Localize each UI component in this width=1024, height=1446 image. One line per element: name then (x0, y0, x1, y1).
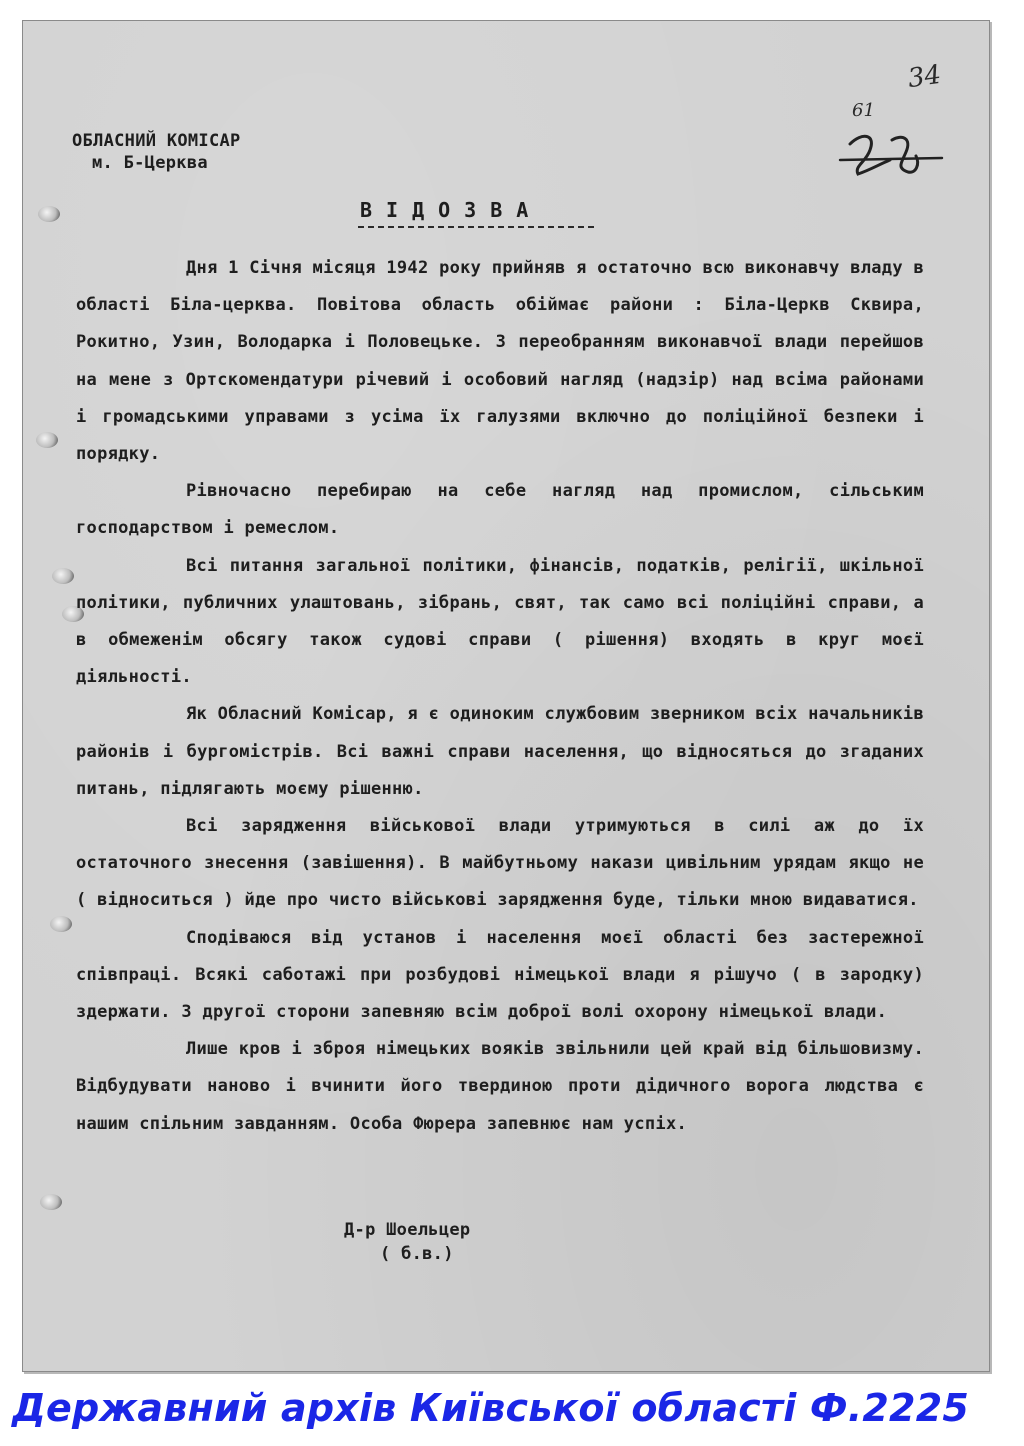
punch-hole (40, 1194, 62, 1210)
stamp-number: 61 (852, 100, 875, 121)
signature-name: Д-р Шоельцер (344, 1220, 471, 1240)
handwritten-stamp-scribble (836, 120, 946, 190)
body-paragraph: Всі зарядження військової влади утримуються в силі аж до їх остаточного знесення (завішення). В майбутньому накази цивільним урядам якщо не ( відноситься ) йде про чисто військові зарядження буде, тільки мною видаватися. (76, 816, 924, 911)
body-paragraph: Дня 1 Січня місяця 1942 року прийняв я остаточно всю виконавчу владу в області Біла-церква. Повітова область обіймає райони : Біла-Церкв Сквира, Рокитно, Узин, Володарка і Половецьке. З переобранням виконавчої влади перейшов на мене з Ортскомендатури річевий і особовий нагляд (надзір) над всіма районами і громадськими управами з усіма їх галузями включно до поліційної безпеки і порядку. (76, 258, 924, 465)
body-paragraph: Сподіваюся від установ і населення моєї області без застережної співпраці. Всякі саботажі при розбудові німецької влади я рішучо ( в зародку) здержати. З другої сторони запевняю всім доброї волі охорону німецької влади. (76, 927, 924, 1023)
body-paragraph: Рівночасно перебираю на себе нагляд над промислом, сільським господарством і ремеслом. (76, 481, 924, 539)
punch-hole (50, 916, 72, 932)
title-underline (358, 226, 594, 228)
signature-block (344, 1218, 470, 1266)
body-paragraph: Лише кров і зброя німецьких вояків звільнили цей край від більшовизму. Відбудувати наново і вчинити його твердиною проти дідичного ворога людства є нашим спільним завданням. Особа Фюрера запевнює нам успіх. (76, 1039, 924, 1134)
document-body (76, 250, 924, 1143)
header-block (72, 130, 241, 174)
punch-hole (52, 568, 74, 584)
body-paragraph: Як Обласний Комісар, я є одиноким службовим зверником всіх начальників районів і бургомістрів. Всі важні справи населення, що відносяться до згаданих питань, підлягають моєму рішенню. (76, 704, 924, 799)
header-line-title: ОБЛАСНИЙ КОМІСАР (72, 131, 241, 151)
document-title: ВІДОЗВА (360, 198, 543, 222)
punch-hole (36, 432, 58, 448)
archive-caption: Державний архів Київської області Ф.2225 (12, 1386, 969, 1430)
punch-hole (38, 206, 60, 222)
signature-note: ( б.в.) (380, 1244, 454, 1264)
body-paragraph: Всі питання загальної політики, фінансів, податків, релігії, шкільної політики, публичних улаштовань, зібрань, свят, так само всі поліційні справи, а в обмеженім обсягу також судові справи ( рішення) входять в круг моєї діяльності. (76, 555, 924, 688)
sheet-number: 34 (906, 59, 944, 95)
header-line-city: м. Б-Церква (92, 153, 208, 173)
